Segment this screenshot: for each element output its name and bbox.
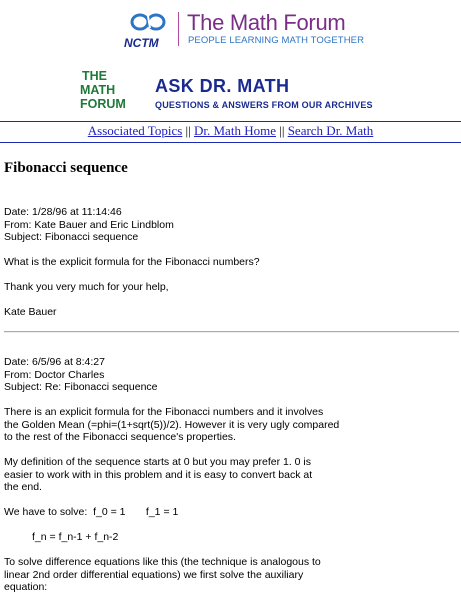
message-subject: Subject: Re: Fibonacci sequence [4, 381, 158, 393]
answer-text-line: to the rest of the Fibonacci sequence's properties. [4, 431, 236, 443]
nav-bar [0, 123, 461, 139]
nav-link-search-dr-math[interactable]: Search Dr. Math [287, 123, 374, 138]
nav-link-associated-topics[interactable]: Associated Topics [87, 123, 183, 138]
forum-title[interactable]: The Math Forum [187, 10, 346, 35]
tmf-logo-line: THE [82, 69, 107, 83]
answer-text-line: linear 2nd order differential equations) we first solve the auxiliary [4, 568, 304, 581]
answer-message [4, 356, 454, 594]
answer-text-line: the end. [4, 481, 42, 493]
nav-rule-bottom [0, 142, 461, 143]
tmf-logo-line: FORUM [80, 97, 126, 111]
answer-text-line: the Golden Mean (=phi=(1+sqrt(5))/2). However it is very ugly compared [4, 418, 340, 431]
message-from: From: Doctor Charles [4, 368, 105, 381]
ask-dr-math-subtitle: QUESTIONS & ANSWERS FROM OUR ARCHIVES [155, 100, 373, 110]
answer-text-line: My definition of the sequence starts at 0 but you may prefer 1. 0 is [4, 456, 311, 468]
message-subject: Subject: Fibonacci sequence [4, 231, 139, 243]
nctm-logo-icon [123, 10, 175, 50]
answer-text-line: To solve difference equations like this (the technique is analogous to [4, 556, 321, 568]
message-date: Date: 1/28/96 at 11:14:46 [4, 206, 122, 218]
answer-text-line: equation: [4, 581, 48, 593]
answer-text-line: There is an explicit formula for the Fibonacci numbers and it involves [4, 406, 324, 418]
logo-divider [178, 12, 179, 46]
answer-text-line: easier to work with in this problem and it is easy to convert back at [4, 468, 313, 481]
math-forum-logo[interactable] [80, 69, 126, 111]
nav-separator: || [279, 123, 285, 138]
message-body-line: What is the explicit formula for the Fibonacci numbers? [4, 256, 260, 268]
forum-tagline: PEOPLE LEARNING MATH TOGETHER [188, 35, 365, 46]
page-title: Fibonacci sequence [4, 160, 128, 176]
message-divider [4, 331, 459, 333]
message-date: Date: 6/5/96 at 8:4:27 [4, 356, 105, 368]
ask-dr-math-title[interactable]: ASK DR. MATH [155, 76, 290, 96]
solve-line: We have to solve: f_0 = 1 f_1 = 1 [4, 506, 179, 518]
question-message [4, 206, 454, 319]
nav-rule-top [0, 121, 461, 122]
message-body-line: Thank you very much for your help, [4, 281, 169, 293]
tmf-logo-line: MATH [80, 83, 116, 97]
nctm-text: NCTM [124, 36, 159, 50]
nav-separator: || [185, 123, 191, 138]
message-from: From: Kate Bauer and Eric Lindblom [4, 218, 174, 231]
recurrence-formula: f_n = f_n-1 + f_n-2 [32, 531, 119, 543]
message-signature: Kate Bauer [4, 306, 57, 318]
nav-link-dr-math-home[interactable]: Dr. Math Home [194, 123, 276, 138]
